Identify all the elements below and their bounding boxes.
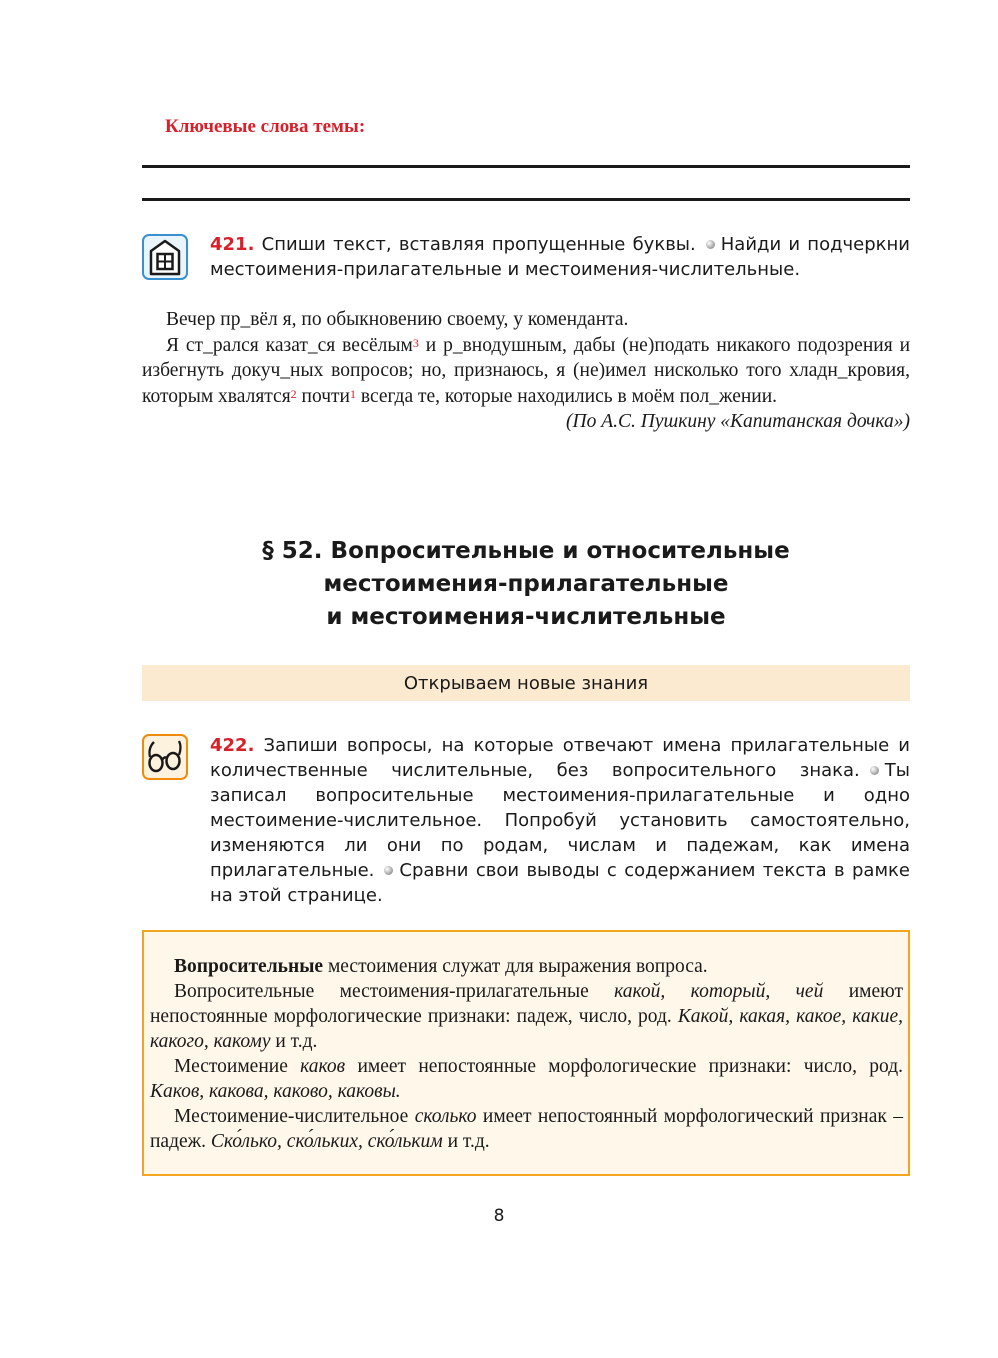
exercise-text-part: всегда те, которые находились в моём пол_жении. [356, 385, 778, 407]
house-icon [142, 234, 188, 280]
section-heading-line-2: местоимения-прилагательные [323, 571, 729, 597]
exercise-source: (По А.С. Пушкину «Капитанская дочка») [566, 411, 910, 432]
exercise-text-part: почти [296, 385, 350, 407]
glasses-icon [142, 734, 188, 780]
keywords-title: Ключевые слова темы: [165, 116, 366, 137]
rule-text-part: местоимения служат для выражения вопроса. [323, 956, 708, 977]
task-422 [210, 733, 910, 908]
exercise-text-part: Я ст_рался казат_ся весёлым [166, 334, 413, 356]
rule-paragraph-2 [150, 979, 903, 1054]
task-421-text-a: Спиши текст, вставляя пропущенные буквы. [261, 234, 696, 255]
rule-example: какой, который, чей [614, 981, 824, 1002]
exercise-paragraph-1: Вечер пр_вёл я, по обыкновению своему, у коменданта. [166, 309, 629, 330]
rule-example: Ско́лько, ско́льких, ско́льким [210, 1131, 443, 1152]
rule-paragraph-4 [150, 1104, 903, 1154]
rule-example: Каков, какова, каково, каковы. [150, 1081, 401, 1102]
rule-text-part: имеет непостоянные морфологические признаки: число, род. [345, 1056, 903, 1077]
task-422-text-a: Запиши вопросы, на которые отвечают имена прилагательные и количественные числительные, без вопросительного знака. [210, 735, 910, 781]
task-421-text-b: Найди и подчеркни местоимения-прилагательные и местоимения-числительные. [210, 234, 911, 280]
exercise-text-part: и р_внодушным, дабы (не)подать никакого подозрения и избегнуть докуч_ных вопросов; но, признаюсь, я (не)имел нисколько того хладн_кровия, которым хвалятся [142, 334, 910, 407]
task-422-text-b: Ты записал вопросительные местоимения-прилагательные и одно местоимение-числительное. Попробуй установить самостоятельно, изменяются ли они по родам, числам и падежам, как имена прилагательные. [210, 760, 910, 881]
keywords-line-1 [142, 165, 910, 168]
rule-text-part: имеет непостоянный морфологический признак – падеж. [150, 1106, 903, 1152]
stress-mark: 2 [290, 386, 297, 401]
rule-text-part: и т.д. [270, 1031, 318, 1052]
section-heading [142, 535, 910, 634]
rule-paragraph-1 [150, 954, 903, 979]
task-421 [210, 232, 910, 282]
task-422-text-c: Сравни свои выводы с содержанием текста в рамке на этой странице. [210, 860, 910, 906]
task-421-number: 421. [210, 234, 255, 255]
rule-text-part: Вопросительные местоимения-прилагательные [174, 981, 615, 1002]
bullet-icon [706, 240, 715, 249]
rule-paragraph-3 [150, 1054, 903, 1104]
rule-text-part: и т.д. [442, 1131, 490, 1152]
rule-example: Какой, какая, какое, какие, какого, какому [150, 1006, 904, 1052]
new-knowledge-banner: Открываем новые знания [142, 665, 910, 701]
rule-text-part: Местоимение [174, 1056, 301, 1077]
stress-mark: 3 [412, 335, 419, 350]
rule-example: каков [300, 1056, 346, 1077]
rule-text-part: имеют непостоянные морфологические признаки: падеж, число, род. [150, 981, 904, 1027]
stress-mark: 1 [350, 386, 356, 401]
page-number: 8 [493, 1206, 505, 1226]
section-heading-line-3: и местоимения-числительные [326, 604, 726, 630]
rule-example: сколько [414, 1106, 477, 1127]
bullet-icon [870, 766, 879, 775]
rule-text-part: Местоимение-числительное [174, 1106, 415, 1127]
section-heading-line-1: § 52. Вопросительные и относительные [262, 538, 790, 564]
exercise-text [142, 307, 910, 435]
rule-text [150, 954, 903, 1154]
exercise-paragraph-2 [142, 333, 910, 410]
bullet-icon [384, 866, 393, 875]
keywords-line-2 [142, 198, 910, 201]
rule-term: Вопросительные [174, 956, 324, 977]
task-422-number: 422. [210, 735, 255, 756]
